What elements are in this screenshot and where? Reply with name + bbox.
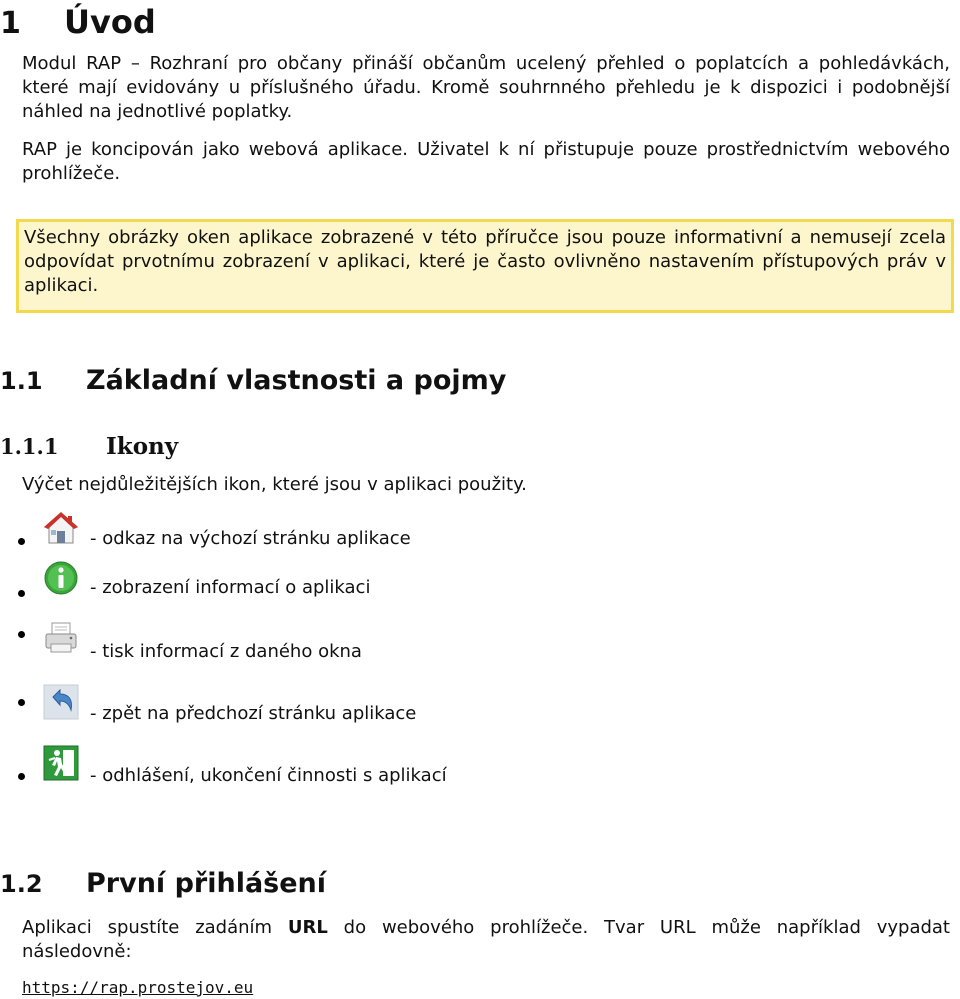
- heading-number: 1.1.1: [0, 434, 59, 459]
- info-icon: [43, 560, 79, 596]
- note-box: Všechny obrázky oken aplikace zobrazené v této příručce jsou pouze informativní a nemusejí zcela odpovídat prvotnímu zobrazení v aplikaci, které je často ovlivněno nastavením přístupových práv v aplikaci.: [16, 219, 954, 313]
- exit-icon: [43, 745, 79, 781]
- list-item: [0, 510, 600, 550]
- login-paragraph: [22, 916, 950, 964]
- heading-title: Úvod: [64, 3, 156, 41]
- heading-title: Ikony: [106, 433, 179, 460]
- heading-number: 1.1: [0, 367, 43, 395]
- icon-description: - zobrazení informací o aplikaci: [90, 577, 371, 598]
- app-url-link[interactable]: https://rap.prostejov.eu: [22, 978, 254, 997]
- login-text-before: Aplikaci spustíte zadáním: [22, 917, 288, 938]
- home-icon: [43, 510, 79, 546]
- heading-ikony: [0, 432, 178, 462]
- icon-description: - odhlášení, ukončení činnosti s aplikací: [90, 765, 447, 786]
- icons-intro: Výčet nejdůležitějších ikon, které jsou v aplikaci použity.: [22, 474, 527, 495]
- heading-prvni-prihlaseni: [0, 867, 326, 901]
- heading-number: 1: [0, 6, 21, 41]
- bullet: [18, 631, 25, 638]
- list-item: [0, 620, 600, 660]
- icon-description: - odkaz na výchozí stránku aplikace: [90, 528, 411, 549]
- back-arrow-icon: [43, 684, 79, 720]
- bullet: [18, 590, 25, 597]
- login-text-bold: URL: [287, 917, 328, 938]
- bullet: [18, 538, 25, 545]
- heading-title: Základní vlastnosti a pojmy: [86, 365, 507, 396]
- heading-number: 1.2: [0, 870, 43, 898]
- login-text-after: do webového prohlížeče. Tvar URL může například vypadat následovně:: [22, 917, 950, 962]
- heading-uvod: [0, 0, 156, 46]
- heading-zakladni-vlastnosti: [0, 364, 506, 398]
- icon-description: - tisk informací z daného okna: [90, 641, 362, 662]
- bullet: [18, 699, 25, 706]
- bullet: [18, 773, 25, 780]
- list-item: [0, 560, 600, 600]
- heading-title: První přihlášení: [86, 868, 327, 899]
- intro-paragraph-2: RAP je koncipován jako webová aplikace. Uživatel k ní přistupuje pouze prostřednictvím webového prohlížeče.: [22, 139, 950, 184]
- intro-paragraph-1: Modul RAP – Rozhraní pro občany přináší občanům ucelený přehled o poplatcích a pohledávkách, které mají evidovány u příslušného úřadu. Kromě souhrnného přehledu je k dispozici i podobnější náhled na jednotlivé poplatky.: [22, 53, 950, 122]
- printer-icon: [43, 620, 79, 656]
- list-item: [0, 745, 600, 785]
- icon-description: - zpět na předchozí stránku aplikace: [90, 703, 417, 724]
- list-item: [0, 684, 600, 724]
